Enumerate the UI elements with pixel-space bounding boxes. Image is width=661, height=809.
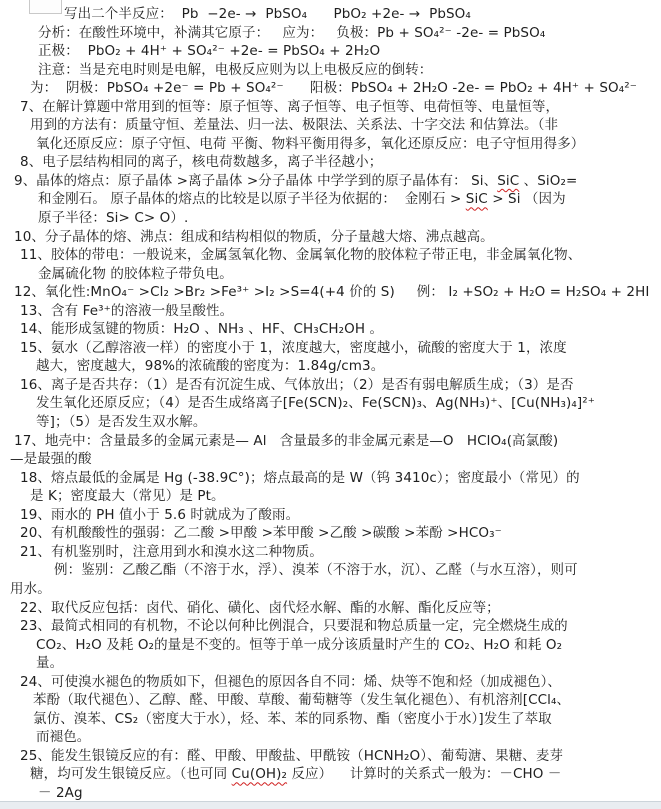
doc-line <box>0 42 661 61</box>
doc-text: 而褪色。 <box>36 729 91 746</box>
doc-text: 7、在解计算题中常用到的恒等：原子恒等、离子恒等、电子恒等、电荷恒等、电量恒等， <box>20 98 560 115</box>
doc-line <box>0 320 661 339</box>
doc-text: 18、熔点最低的金属是 Hg (-38.9C°)；熔点最高的是 W（钨 3410c）；密度最小（常见）的 <box>20 469 580 486</box>
doc-text: 等]；（5）是否发生双水解。 <box>36 414 207 431</box>
doc-line <box>0 580 661 599</box>
doc-line <box>0 432 661 451</box>
doc-line <box>0 691 661 710</box>
study-notes-document <box>0 5 661 803</box>
doc-text: 注意：当是充电时则是电解，电极反应则为以上电极反应的倒转： <box>38 61 433 78</box>
doc-line <box>0 728 661 747</box>
doc-line <box>0 283 661 302</box>
doc-line <box>0 246 661 265</box>
doc-text: 分析：在酸性环境中，补满其它原子： 应为： 负极：Pb + SO₄²⁻ -2e- = PbSO₄ <box>38 24 546 41</box>
doc-text: 量。 <box>36 655 64 672</box>
doc-line <box>0 765 661 784</box>
doc-text: 糖，均可发生银镜反应。（也可同 <box>30 766 232 783</box>
doc-line <box>0 784 661 803</box>
doc-line <box>0 413 661 432</box>
doc-text: 苯酚（取代褪色）、乙醇、醛、甲酸、草酸、葡萄糖等（发生氧化褪色）、有机溶剂[CCl₄、 <box>33 692 571 709</box>
doc-text: 15、氨水（乙醇溶液一样）的密度小于 1，浓度越大，密度越小，硫酸的密度大于 1，浓度 <box>20 339 567 356</box>
doc-line <box>0 190 661 209</box>
doc-text: 反应） 计算时的关系式一般为：－CHO － <box>287 766 562 783</box>
doc-text: 例：鉴别：乙酸乙酯（不溶于水，浮）、溴苯（不溶于水，沉）、乙醛（与水互溶），则可 <box>54 562 578 579</box>
doc-text: 氯仿、溴苯、CS₂（密度大于水），烃、苯、苯的同系物、酯（密度小于水）]发生了萃取 <box>33 710 552 727</box>
doc-text: 14、能形成氢键的物质：H₂O 、NH₃ 、HF、CH₃CH₂OH 。 <box>20 321 384 338</box>
doc-line <box>0 506 661 525</box>
doc-line <box>0 543 661 562</box>
doc-text: 用到的方法有：质量守恒、差量法、归一法、极限法、关系法、十字交法 和估算法。（非 <box>30 117 559 134</box>
doc-text: 和金刚石。 原子晶体的熔点的比较是以原子半径为依据的： 金刚石 > <box>38 191 466 208</box>
doc-line <box>0 469 661 488</box>
doc-line <box>0 376 661 395</box>
doc-text: 22、取代反应包括：卤代、硝化、磺化、卤代烃水解、酯的水解、酯化反应等； <box>20 599 500 616</box>
doc-text: 24、可使溴水褪色的物质如下，但褪色的原因各自不同：烯、炔等不饱和烃（加成褪色）、 <box>20 673 562 690</box>
doc-line <box>0 172 661 191</box>
doc-text: 16、离子是否共存：（1）是否有沉淀生成、气体放出；（2）是否有弱电解质生成；（3）是否 <box>20 376 574 393</box>
spellcheck-underlined-text: SiC <box>497 172 520 189</box>
doc-text: 发生氧化还原反应；（4）是否生成络离子[Fe(SCN)₂、Fe(SCN)₃、Ag(NH₃)⁺、[Cu(NH₃)₄]²⁺ <box>36 395 596 412</box>
doc-text: 8、电子层结构相同的离子，核电荷数越多，离子半径越小； <box>20 154 383 171</box>
doc-line <box>0 153 661 172</box>
doc-text: 是 K；密度最大（常见）是 Pt。 <box>30 488 225 505</box>
doc-text: 19、雨水的 PH 值小于 5.6 时就成为了酸雨。 <box>20 506 300 523</box>
doc-line <box>0 654 661 673</box>
doc-line <box>0 339 661 358</box>
doc-text: 10、分子晶体的熔、沸点：组成和结构相似的物质，分子量越大熔、沸点越高。 <box>14 228 494 245</box>
spellcheck-underlined-text: SiC <box>465 191 488 208</box>
doc-text: 23、最简式相同的有机物，不论以何种比例混合，只要混和物总质量一定，完全燃烧生成的 <box>20 618 568 635</box>
doc-line <box>0 135 661 154</box>
doc-line <box>0 98 661 117</box>
doc-line <box>0 394 661 413</box>
doc-text: 用水。 <box>10 580 51 597</box>
doc-text: 金属硫化物 的胶体粒子带负电。 <box>38 265 233 282</box>
doc-line <box>0 5 661 24</box>
doc-line <box>0 302 661 321</box>
window-bottom-edge <box>0 801 661 809</box>
doc-text: CO₂、H₂O 及耗 O₂的量是不变的。恒等于单一成分该质量时产生的 CO₂、H₂O 和耗 O₂ <box>36 636 563 653</box>
doc-text: 氧化还原反应：原子守恒、电荷 平衡、物料平衡用得多，氧化还原反应：电子守恒用得多） <box>36 135 585 152</box>
doc-line <box>0 636 661 655</box>
doc-line <box>0 61 661 80</box>
doc-text: 原子半径：Si> C> O）. <box>38 210 189 227</box>
doc-line <box>0 747 661 766</box>
doc-text: 、SiO₂= <box>519 172 578 189</box>
doc-text: 21、有机鉴别时，注意用到水和溴水这二种物质。 <box>20 543 323 560</box>
doc-text: 25、能发生银镜反应的有：醛、甲酸、甲酸盐、甲酰铵（HCNH₂O）、葡萄溏、果糖、麦芽 <box>20 747 564 764</box>
doc-text: 20、有机酸酸性的强弱：乙二酸 >甲酸 >苯甲酸 >乙酸 >碳酸 >苯酚 >HCO₃⁻ <box>20 525 502 542</box>
spellcheck-underlined-text: Cu(OH)₂ <box>231 766 288 783</box>
doc-line <box>0 524 661 543</box>
doc-line <box>0 357 661 376</box>
doc-text: > Si （因为 <box>487 191 566 208</box>
doc-line <box>0 710 661 729</box>
doc-text: 11、胶体的带电：一般说来，金属氢氧化物、金属氧化物的胶体粒子带正电，非金属氧化物、 <box>20 247 582 264</box>
doc-text: 17、地壳中：含量最多的金属元素是— Al 含量最多的非金属元素是—O HClO₄(高氯酸) <box>14 432 559 449</box>
doc-text: 写出二个半反应： Pb −2e- → PbSO₄ PbO₂ +2e- → PbSO₄ <box>64 6 471 22</box>
doc-line <box>0 673 661 692</box>
doc-text: —是最强的酸 <box>10 451 92 468</box>
doc-text: 9、晶体的熔点：原子晶体 >离子晶体 >分子晶体 中学学到的原子晶体有： Si、 <box>14 172 498 189</box>
doc-text: 13、含有 Fe³⁺的溶液一般呈酸性。 <box>20 302 234 319</box>
doc-line <box>0 228 661 247</box>
doc-text: 越大，密度越大，98%的浓硫酸的密度为：1.84g/cm3。 <box>36 358 385 375</box>
doc-line <box>0 599 661 618</box>
doc-line <box>0 79 661 98</box>
doc-line <box>0 617 661 636</box>
doc-line <box>0 487 661 506</box>
doc-text: 12、氧化性:MnO₄⁻ >Cl₂ >Br₂ >Fe³⁺ >I₂ >S=4(+4 价的 S) 例： I₂ +SO₂ + H₂O = H₂SO₄ + 2HI <box>14 284 650 301</box>
doc-line <box>0 116 661 135</box>
doc-line <box>0 209 661 228</box>
doc-text: 为： 阴极：PbSO₄ +2e⁻ = Pb + SO₄²⁻ 阳极：PbSO₄ + 2H₂O -2e- = PbO₂ + 4H⁺ + SO₄²⁻ <box>30 80 637 97</box>
doc-line <box>0 561 661 580</box>
doc-line <box>0 450 661 469</box>
doc-line <box>0 265 661 284</box>
doc-line <box>0 24 661 43</box>
doc-text: － 2Ag <box>38 784 83 801</box>
doc-text: 正极： PbO₂ + 4H⁺ + SO₄²⁻ +2e- = PbSO₄ + 2H₂O <box>38 43 381 60</box>
